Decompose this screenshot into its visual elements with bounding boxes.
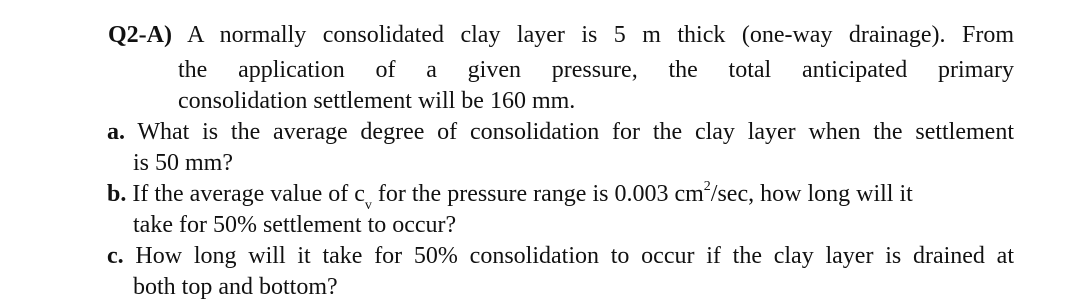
part-a-text-1: What is the average degree of consolidation for the clay layer when the settlement: [137, 119, 1014, 145]
part-a-text-2: is 50 mm?: [133, 150, 233, 176]
question-line-1: [108, 20, 1014, 50]
part-c-label: c.: [107, 243, 124, 269]
question-intro-3: consolidation settlement will be 160 mm.: [178, 88, 576, 114]
part-b-line-2: [133, 210, 456, 240]
part-a-line-2: [133, 148, 233, 178]
part-b-text-pre: If the average value of c: [132, 181, 365, 207]
question-line-2: [178, 55, 1014, 85]
part-b-text-2: take for 50% settlement to occur?: [133, 212, 457, 238]
question-intro-1: A normally consolidated clay layer is 5 m thick (one-way drainage). From: [187, 22, 1014, 48]
part-a-line-1: [107, 117, 1014, 147]
question-intro-2: the application of a given pressure, the total anticipated primary: [178, 57, 1014, 83]
part-b-text-mid: for the pressure range is 0.003 cm: [371, 181, 704, 207]
question-label: Q2-A): [108, 22, 172, 48]
part-b-line-1: [107, 179, 913, 213]
part-c-text-2: both top and bottom?: [133, 274, 338, 300]
squared-superscript: 2: [703, 179, 711, 194]
cv-subscript: v: [364, 197, 372, 213]
part-c-text-1: How long will it take for 50% consolidation to occur if the clay layer is drained at: [135, 243, 1014, 269]
part-b-label: b.: [107, 181, 127, 207]
question-line-3: [178, 86, 575, 116]
part-a-label: a.: [107, 119, 125, 145]
part-c-line-1: [107, 241, 1014, 271]
part-c-line-2: [133, 272, 338, 302]
part-b-text-post: /sec, how long will it: [710, 181, 913, 207]
